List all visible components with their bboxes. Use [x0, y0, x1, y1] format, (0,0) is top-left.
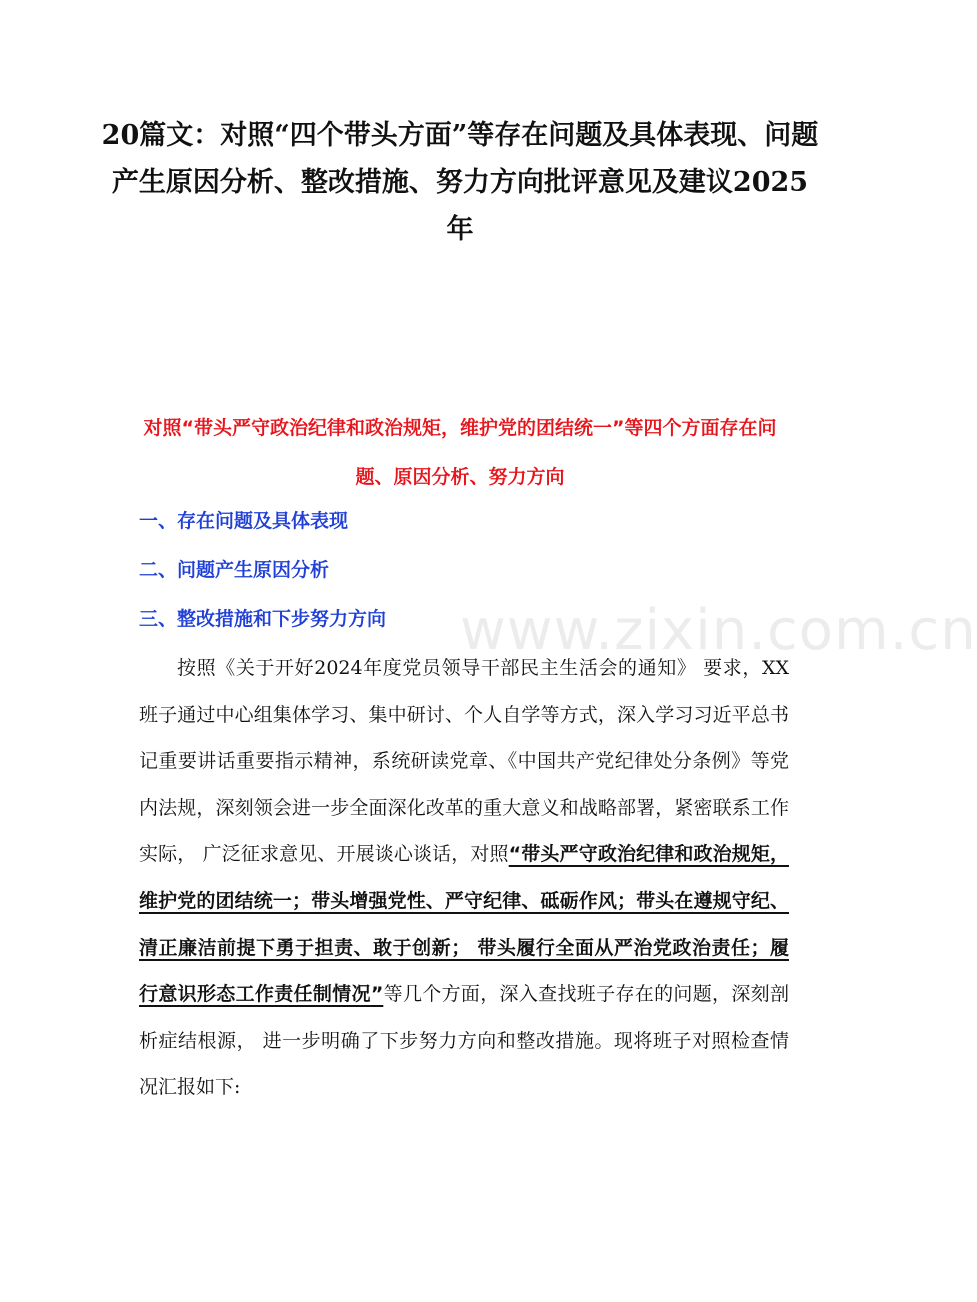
section-heading: 对照“带头严守政治纪律和政治规矩，维护党的团结统一”等四个方面存在问题、原因分析、努力方向 [143, 417, 777, 488]
table-of-contents [139, 502, 799, 649]
toc-item[interactable] [139, 502, 799, 551]
body-paragraph [139, 645, 789, 1111]
body-text-conclusion: 等几个方面，深入查找班子存在的问题，深刻剖析症结根源， 进一步明确了下步努力方向和整改措施。现将班子对照检查情况汇报如下: [139, 983, 789, 1099]
toc-item-causes-link[interactable]: 二、问题产生原因分析 [139, 559, 330, 581]
watermark: www.zixin.com.cn [460, 598, 977, 663]
toc-item-measures-link[interactable]: 三、整改措施和下步努力方向 [139, 608, 387, 630]
body-text-emphasis: “带头严守政治纪律和政治规矩，维护党的团结统一；带头增强党性、严守纪律、砥砺作风；带头在遵规守纪、清正廉洁前提下勇于担责、敢于创新； 带头履行全面从严治党政治责任；履行意识形态工作责任制情况” [139, 843, 789, 1006]
toc-item-problems-link[interactable]: 一、存在问题及具体表现 [139, 510, 349, 532]
toc-item[interactable] [139, 600, 799, 649]
toc-item[interactable] [139, 551, 799, 600]
body-text-intro: 按照《关于开好2024年度党员领导干部民主生活会的通知》 要求，XX班子通过中心组集体学习、集中研讨、个人自学等方式，深入学习习近平总书记重要讲话重要指示精神，系统研读党章、《中国共产党纪律处分条例》等党内法规，深刻领会进一步全面深化改革的重大意义和战略部署，紧密联系工作实际， 广泛征求意见、开展谈心谈话，对照 [139, 657, 789, 866]
document-title: 20篇文：对照“四个带头方面”等存在问题及具体表现、问题产生原因分析、整改措施、努力方向批评意见及建议2025年 [101, 120, 819, 245]
